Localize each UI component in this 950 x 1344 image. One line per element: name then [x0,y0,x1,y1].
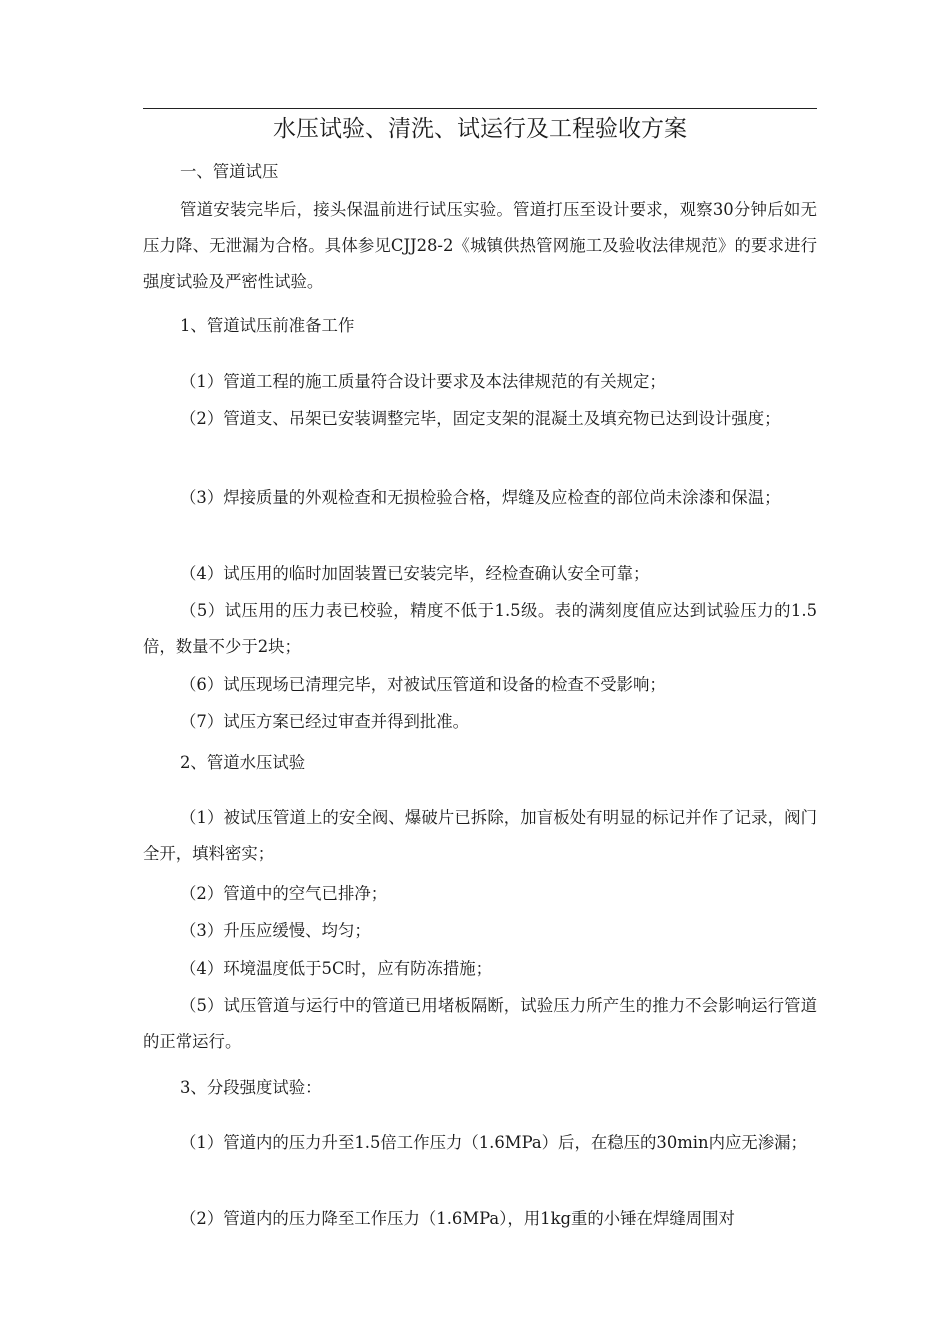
list-item-hydro-3: （3）升压应缓慢、均匀； [180,921,371,940]
subheading-hydrostatic-test: 2、管道水压试验 [180,753,306,772]
list-item-strength-2: （2）管道内的压力降至工作压力（1.6MPa），用1kg重的小锤在焊缝周围对 [180,1209,735,1228]
list-item-prep-4: （4）试压用的临时加固装置已安装完毕，经检查确认安全可靠； [180,564,650,583]
list-item-strength-1: （1）管道内的压力升至1.5倍工作压力（1.6MPa）后，在稳压的30min内应无渗漏； [180,1133,807,1152]
subheading-strength-test: 3、分段强度试验： [180,1078,322,1097]
list-item-hydro-1: （1）被试压管道上的安全阀、爆破片已拆除，加盲板处有明显的标记并作了记录，阀门全开，填料密实； [143,808,817,863]
subheading-preparation: 1、管道试压前准备工作 [180,316,355,335]
document-title: 水压试验、清洗、试运行及工程验收方案 [273,116,687,142]
list-item-prep-5: （5）试压用的压力表已校验，精度不低于1.5级。表的满刻度值应达到试验压力的1.5倍，数量不少于2块； [143,601,817,656]
list-item-prep-3: （3）焊接质量的外观检查和无损检验合格，焊缝及应检查的部位尚未涂漆和保温； [180,488,781,507]
list-item-prep-6: （6）试压现场已清理完毕，对被试压管道和设备的检查不受影响； [180,675,666,694]
list-item-hydro-2: （2）管道中的空气已排净； [180,884,388,903]
header-rule [143,108,817,109]
list-item-hydro-4: （4）环境温度低于5C时，应有防冻措施； [180,959,493,978]
section-heading-pressure-test: 一、管道试压 [180,162,279,181]
list-item-prep-7: （7）试压方案已经过审查并得到批准。 [180,712,470,731]
list-item-hydro-5: （5）试压管道与运行中的管道已用堵板隔断，试验压力所产生的推力不会影响运行管道的正常运行。 [143,996,817,1051]
list-item-prep-1: （1）管道工程的施工质量符合设计要求及本法律规范的有关规定； [180,372,666,391]
list-item-prep-2: （2）管道支、吊架已安装调整完毕，固定支架的混凝土及填充物已达到设计强度； [180,409,781,428]
paragraph-intro: 管道安装完毕后，接头保温前进行试压实验。管道打压至设计要求，观察30分钟后如无压力降、无泄漏为合格。具体参见CJJ28-2《城镇供热管网施工及验收法律规范》的要求进行强度试验及严密性试验。 [143,200,817,291]
